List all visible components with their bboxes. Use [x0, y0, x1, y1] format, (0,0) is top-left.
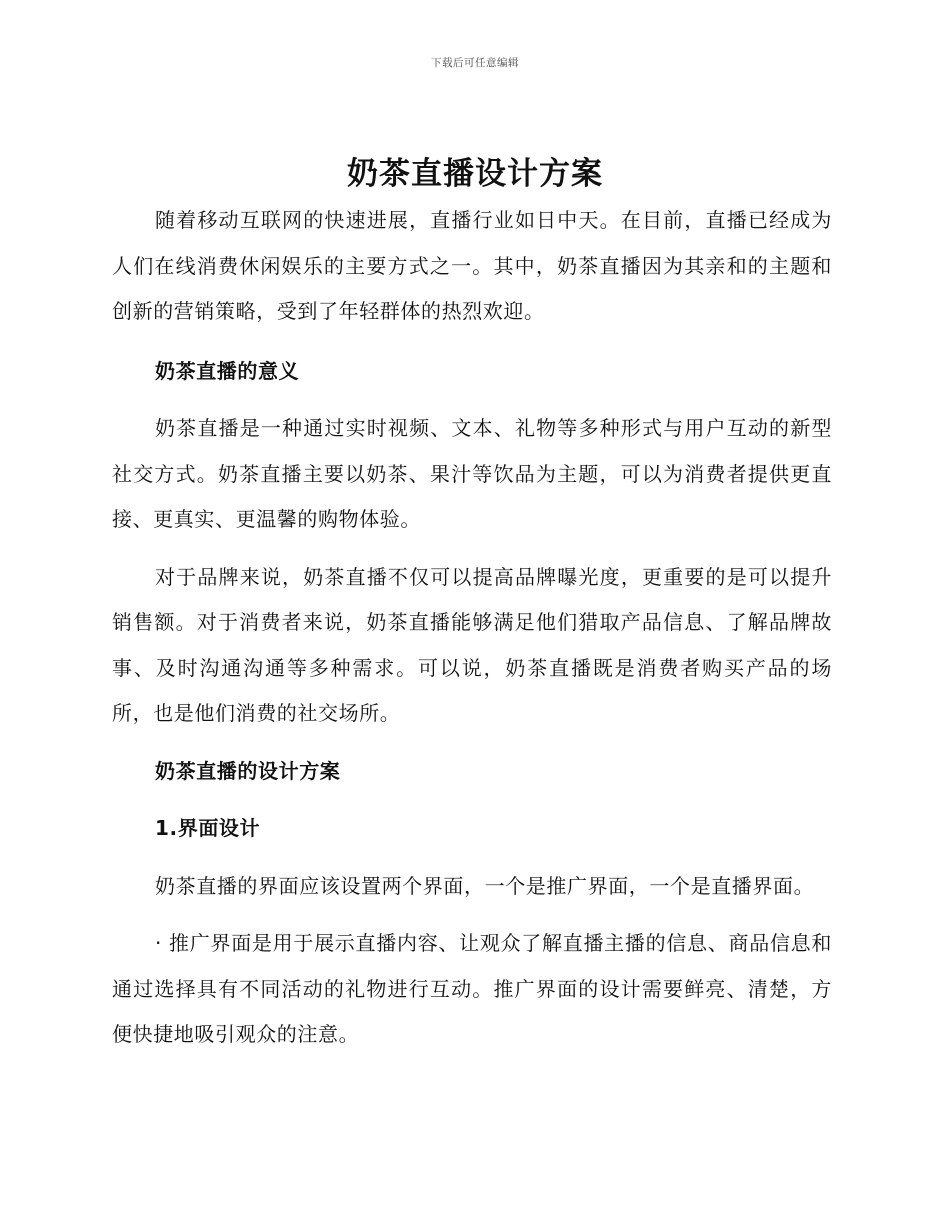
interface-paragraph: 奶茶直播的界面应该设置两个界面，一个是推广界面，一个是直播界面。: [155, 873, 815, 898]
significance-paragraph-2: 对于品牌来说，奶茶直播不仅可以提高品牌曝光度，更重要的是可以提升销售额。对于消费者来说，奶茶直播能够满足他们猎取产品信息、了解品牌故事、及时沟通沟通等多种需求。可以说，奶茶直播既是消费者购买产品的场所，也是他们消费的社交场所。: [112, 564, 832, 725]
promotion-interface-bullet: · 推广界面是用于展示直播内容、让观众了解直播主播的信息、商品信息和通过选择具有不同活动的礼物进行互动。推广界面的设计需要鲜亮、清楚，方便快捷地吸引观众的注意。: [112, 931, 832, 1046]
section-heading-significance: 奶茶直播的意义: [155, 358, 300, 383]
document-body: [112, 198, 832, 1058]
document-title: 奶茶直播设计方案: [347, 156, 603, 192]
subsection-heading-interface: 1.界面设计: [155, 816, 261, 840]
intro-paragraph: 随着移动互联网的快速进展，直播行业如日中天。在目前，直播已经成为人们在线消费休闲娱乐的主要方式之一。其中，奶茶直播因为其亲和的主题和创新的营销策略，受到了年轻群体的热烈欢迎。: [112, 208, 832, 323]
header-note: 下载后可任意编辑: [431, 57, 519, 69]
section-heading-design-plan: 奶茶直播的设计方案: [155, 758, 341, 783]
significance-paragraph-1: 奶茶直播是一种通过实时视频、文本、礼物等多种形式与用户互动的新型社交方式。奶茶直播主要以奶茶、果汁等饮品为主题，可以为消费者提供更直接、更真实、更温馨的购物体验。: [112, 416, 832, 531]
